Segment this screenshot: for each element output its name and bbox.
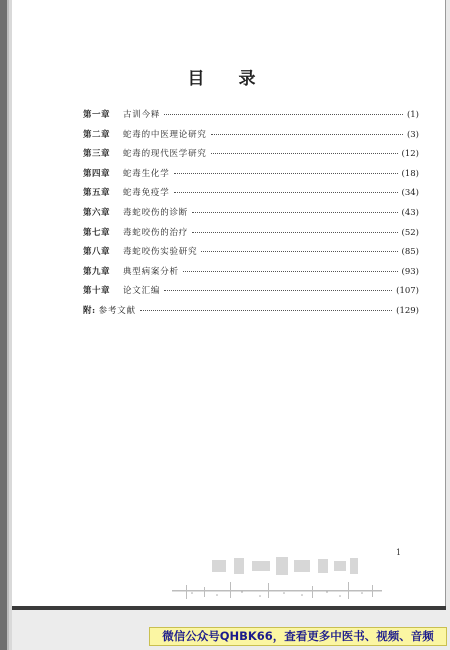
toc-chapter-label: 第十章 bbox=[83, 286, 111, 297]
toc-entry bbox=[83, 108, 419, 128]
toc-entry-title: 蛇毒的现代医学研究 bbox=[123, 149, 207, 160]
watermark-banner: 微信公众号QHBK66，查看更多中医书、视频、音频 bbox=[149, 627, 447, 646]
toc-leader-dots bbox=[164, 290, 392, 291]
toc-leader-dots bbox=[192, 212, 397, 213]
toc-entry bbox=[83, 167, 419, 187]
toc-page-number: (3) bbox=[406, 129, 419, 140]
toc-page-number: (129) bbox=[396, 305, 419, 316]
toc-entry-title: 古训今释 bbox=[123, 110, 161, 120]
toc-chapter-label: 附: bbox=[83, 305, 96, 316]
table-of-contents bbox=[83, 108, 419, 324]
toc-page-number: (34) bbox=[401, 188, 419, 199]
toc-chapter-label: 第一章 bbox=[83, 110, 111, 120]
toc-leader-dots bbox=[174, 173, 398, 174]
toc-leader-dots bbox=[192, 232, 397, 233]
toc-entry-title: 蛇毒免疫学 bbox=[123, 188, 170, 199]
page-title: 目 录 bbox=[187, 69, 270, 89]
toc-leader-dots bbox=[164, 114, 403, 115]
toc-leader-dots bbox=[201, 251, 397, 252]
toc-page-number: (12) bbox=[401, 149, 419, 160]
toc-entry-title: 蛇毒生化学 bbox=[123, 168, 170, 179]
toc-leader-dots bbox=[211, 134, 403, 135]
toc-page-number: (93) bbox=[401, 266, 419, 277]
toc-chapter-label: 第二章 bbox=[83, 129, 111, 140]
toc-leader-dots bbox=[183, 271, 398, 272]
toc-page-number: (43) bbox=[401, 207, 419, 218]
toc-entry-title: 毒蛇咬伤的诊断 bbox=[123, 207, 189, 218]
toc-entry bbox=[83, 147, 419, 167]
toc-leader-dots bbox=[211, 153, 398, 154]
toc-page-number: (1) bbox=[406, 110, 419, 120]
viewer-left-edge bbox=[0, 0, 12, 650]
toc-entry bbox=[83, 265, 419, 285]
toc-leader-dots bbox=[174, 192, 398, 193]
toc-entry bbox=[83, 186, 419, 206]
toc-chapter-label: 第五章 bbox=[83, 188, 111, 199]
toc-entry bbox=[83, 245, 419, 265]
toc-chapter-label: 第四章 bbox=[83, 168, 111, 179]
toc-entry-title: 毒蛇咬伤的治疗 bbox=[123, 227, 189, 238]
toc-page-number: (52) bbox=[401, 227, 419, 238]
document-page bbox=[12, 0, 446, 606]
toc-entry-title: 论文汇编 bbox=[123, 286, 161, 297]
toc-entry bbox=[83, 206, 419, 226]
toc-entry-title: 蛇毒的中医理论研究 bbox=[123, 129, 207, 140]
toc-entry bbox=[83, 128, 419, 148]
toc-chapter-label: 第七章 bbox=[83, 227, 111, 238]
toc-leader-dots bbox=[140, 310, 392, 311]
toc-chapter-label: 第九章 bbox=[83, 266, 111, 277]
toc-page-number: (85) bbox=[401, 247, 419, 258]
toc-entry-title: 毒蛇咬伤实验研究 bbox=[123, 247, 198, 258]
toc-entry bbox=[83, 284, 419, 304]
toc-chapter-label: 第六章 bbox=[83, 207, 111, 218]
toc-chapter-label: 第八章 bbox=[83, 247, 111, 258]
toc-chapter-label: 第三章 bbox=[83, 149, 111, 160]
toc-entry bbox=[83, 304, 419, 324]
toc-page-number: (107) bbox=[396, 286, 419, 297]
toc-entry-title: 参考文献 bbox=[98, 305, 136, 316]
scan-artifact bbox=[172, 552, 402, 604]
toc-entry bbox=[83, 226, 419, 246]
toc-entry-title: 典型病案分析 bbox=[123, 266, 179, 277]
page-number: 1 bbox=[396, 548, 402, 557]
toc-page-number: (18) bbox=[401, 168, 419, 179]
